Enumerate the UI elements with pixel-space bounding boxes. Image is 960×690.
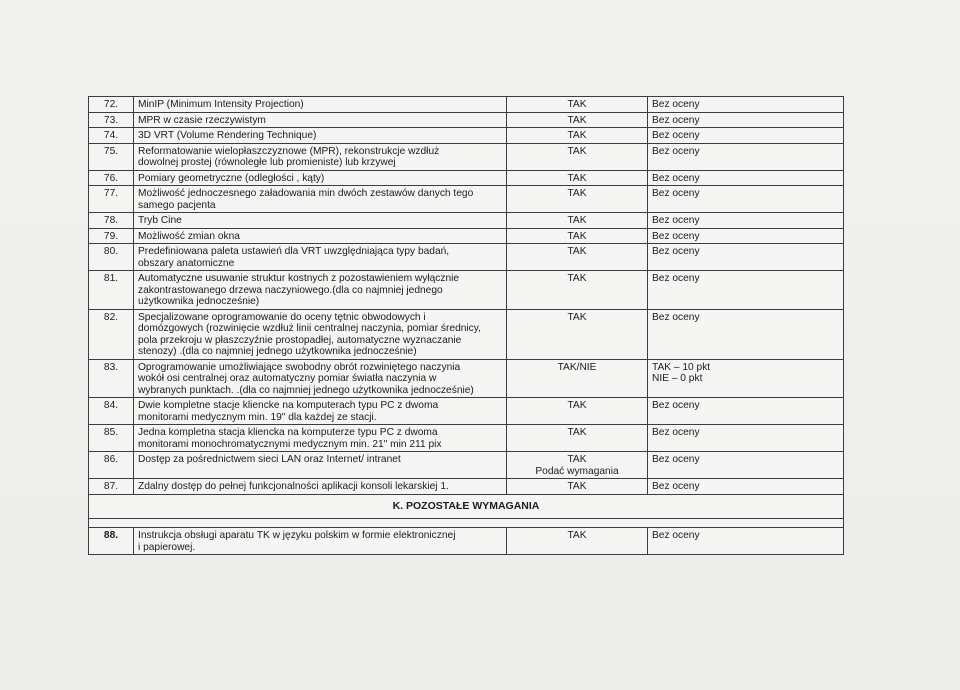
row-description-line: MPR w czasie rzeczywistym [138,114,266,126]
other-requirements-rows [89,528,844,555]
row-description [134,186,507,213]
row-description-line: wokół osi centralnej oraz automatyczny pomiar światła naczynia w [138,373,437,384]
row-description [134,170,507,186]
row-requirement [507,128,648,144]
row-number: 78. [89,213,134,229]
row-number: 86. [89,452,134,479]
row-requirement [507,143,648,170]
row-number: 74. [89,128,134,144]
row-scoring-line: NIE – 0 pkt [652,373,703,384]
row-number: 81. [89,271,134,310]
row-description-line: wybranych punktach. .(dla co najmniej jednego użytkownika jednocześnie) [138,384,474,396]
row-description-line: Oprogramowanie umożliwiające swobodny obrót rozwiniętego naczynia [138,361,461,373]
row-description-line: użytkownika jednocześnie) [138,296,260,307]
table-row [89,186,844,213]
table-row [89,213,844,229]
table-row [89,97,844,113]
row-number: 72. [89,97,134,113]
row-requirement [507,425,648,452]
row-description-line: Reformatowanie wielopłaszczyznowe (MPR), rekonstrukcje wzdłuż [138,145,440,157]
row-requirement-line: TAK/NIE [557,361,597,373]
row-description-line: monitorami medycznym min. 19" dla każdej ze stacji. [138,411,377,423]
row-description-line: Predefiniowana paleta ustawień dla VRT uwzględniająca typy badań, [138,246,450,257]
table-row [89,228,844,244]
row-description-line: Specjalizowane oprogramowanie do oceny tętnic obwodowych i [138,311,426,323]
row-number: 83. [89,359,134,398]
row-number: 85. [89,425,134,452]
section-row [89,494,844,519]
row-scoring [648,528,844,555]
table-row [89,398,844,425]
row-scoring-line: TAK – 10 pkt [652,361,711,373]
section-gap-cell [89,519,844,528]
row-description [134,479,507,495]
requirements-rows [89,97,844,495]
row-scoring [648,128,844,144]
row-description [134,271,507,310]
row-description [134,528,507,555]
row-description-line: Pomiary geometryczne (odległości , kąty) [138,172,325,184]
section-gap-row [89,519,844,528]
row-scoring-line: Bez oceny [652,427,700,438]
row-description [134,398,507,425]
section-header-group [89,494,844,528]
row-scoring-line: Bez oceny [652,130,700,141]
row-description [134,244,507,271]
row-description-line: Możliwość jednoczesnego załadowania min dwóch zestawów danych tego [138,188,474,199]
row-description-line: obszary anatomiczne [138,257,235,269]
row-scoring [648,425,844,452]
row-requirement-line: TAK [567,145,587,157]
table-row [89,309,844,359]
row-scoring-line: Bez oceny [652,273,700,284]
row-requirement [507,479,648,495]
row-number: 82. [89,309,134,359]
row-description-line: i papierowej. [138,541,196,553]
row-scoring-line: Bez oceny [652,400,700,411]
row-description [134,128,507,144]
row-description-line: stenozy) .(dla co najmniej jednego użytkownika jednocześnie) [138,346,417,357]
row-description-line: monitorami monochromatycznymi medycznym min. 21" min 211 pix [138,438,442,450]
row-number: 73. [89,112,134,128]
row-scoring [648,479,844,495]
row-description [134,228,507,244]
row-requirement-line: TAK [567,215,587,226]
table-row [89,128,844,144]
table-row [89,528,844,555]
row-scoring [648,213,844,229]
row-requirement-line: TAK [567,114,587,126]
row-description-line: Jedna kompletna stacja kliencka na komputerze typu PC z dwoma [138,427,438,438]
table-row [89,425,844,452]
row-description-line: domózgowych (rozwinięcie wzdłuż linii centralnej naczynia, pomiar średnicy, [138,323,481,334]
row-description [134,112,507,128]
row-scoring [648,186,844,213]
row-number: 76. [89,170,134,186]
row-requirement-line: TAK [567,99,587,110]
row-description-line: Tryb Cine [138,215,182,226]
row-scoring [648,244,844,271]
row-description-line: samego pacjenta [138,199,216,211]
row-description-line: 3D VRT (Volume Rendering Technique) [138,130,317,141]
row-requirement-line: TAK [567,481,587,492]
table-row [89,170,844,186]
row-scoring-line: Bez oceny [652,311,700,323]
table-row [89,479,844,495]
row-requirement [507,359,648,398]
table-row [89,271,844,310]
row-description [134,359,507,398]
row-number: 88. [89,528,134,555]
row-scoring-line: Bez oceny [652,481,700,492]
section-title: K. POZOSTAŁE WYMAGANIA [89,494,844,519]
row-requirement [507,213,648,229]
row-description [134,143,507,170]
row-scoring [648,309,844,359]
row-description-line: Dwie kompletne stacje kliencke na komputerach typu PC z dwoma [138,400,439,411]
row-scoring [648,97,844,113]
table-row [89,244,844,271]
row-requirement [507,452,648,479]
row-requirement [507,528,648,555]
row-description-line: Instrukcja obsługi aparatu TK w języku polskim w formie elektronicznej [138,530,456,541]
row-requirement [507,398,648,425]
row-scoring-line: Bez oceny [652,230,700,242]
row-description-line: zakontrastowanego drzewa naczyniowego.(dla co najmniej jednego [138,284,443,296]
row-scoring [648,170,844,186]
row-requirement [507,186,648,213]
table-row [89,143,844,170]
row-scoring-line: Bez oceny [652,188,700,199]
row-description [134,425,507,452]
row-scoring-line: Bez oceny [652,172,700,184]
row-requirement-line: TAK [567,230,587,242]
row-description [134,309,507,359]
row-description-line: pola przekroju w płaszczyźnie prostopadłej, automatyczne wyznaczanie [138,334,462,346]
table-row [89,359,844,398]
row-number: 80. [89,244,134,271]
row-requirement-line: TAK [567,130,587,141]
row-scoring [648,359,844,398]
row-scoring-line: Bez oceny [652,99,700,110]
row-scoring [648,271,844,310]
row-scoring [648,398,844,425]
row-description-line: MinIP (Minimum Intensity Projection) [138,99,304,110]
row-scoring [648,112,844,128]
row-requirement [507,97,648,113]
row-requirement-line: TAK [567,454,587,465]
row-requirement-line: TAK [567,246,587,257]
row-requirement [507,228,648,244]
row-description-line: dowolnej prostej (równoległe lub promieniste) lub krzywej [138,157,396,168]
row-number: 77. [89,186,134,213]
row-requirement-line: TAK [567,427,587,438]
row-requirement-line: TAK [567,188,587,199]
row-scoring-line: Bez oceny [652,530,700,541]
row-scoring [648,228,844,244]
row-requirement-line: TAK [567,172,587,184]
row-number: 84. [89,398,134,425]
row-requirement-line: TAK [567,311,587,323]
row-requirement-line: TAK [567,400,587,411]
row-requirement [507,309,648,359]
row-number: 75. [89,143,134,170]
row-scoring-line: Bez oceny [652,114,700,126]
row-requirement [507,170,648,186]
row-requirement-line: Podać wymagania [535,465,619,477]
row-scoring [648,452,844,479]
row-requirement-line: TAK [567,273,587,284]
row-number: 87. [89,479,134,495]
row-description-line: Możliwość zmian okna [138,230,240,242]
row-requirement [507,112,648,128]
row-scoring-line: Bez oceny [652,145,700,157]
row-scoring [648,143,844,170]
row-requirement-line: TAK [567,530,587,541]
table-row [89,452,844,479]
row-description-line: Dostęp za pośrednictwem sieci LAN oraz Internet/ intranet [138,454,401,465]
requirements-table [88,96,844,555]
row-scoring-line: Bez oceny [652,454,700,465]
row-description [134,213,507,229]
row-description-line: Automatyczne usuwanie struktur kostnych z pozostawieniem wyłącznie [138,273,460,284]
row-requirement [507,271,648,310]
table-row [89,112,844,128]
row-scoring-line: Bez oceny [652,246,700,257]
row-scoring-line: Bez oceny [652,215,700,226]
row-description-line: Zdalny dostęp do pełnej funkcjonalności aplikacji konsoli lekarskiej 1. [138,481,449,492]
row-description [134,97,507,113]
row-requirement [507,244,648,271]
row-number: 79. [89,228,134,244]
row-description [134,452,507,479]
